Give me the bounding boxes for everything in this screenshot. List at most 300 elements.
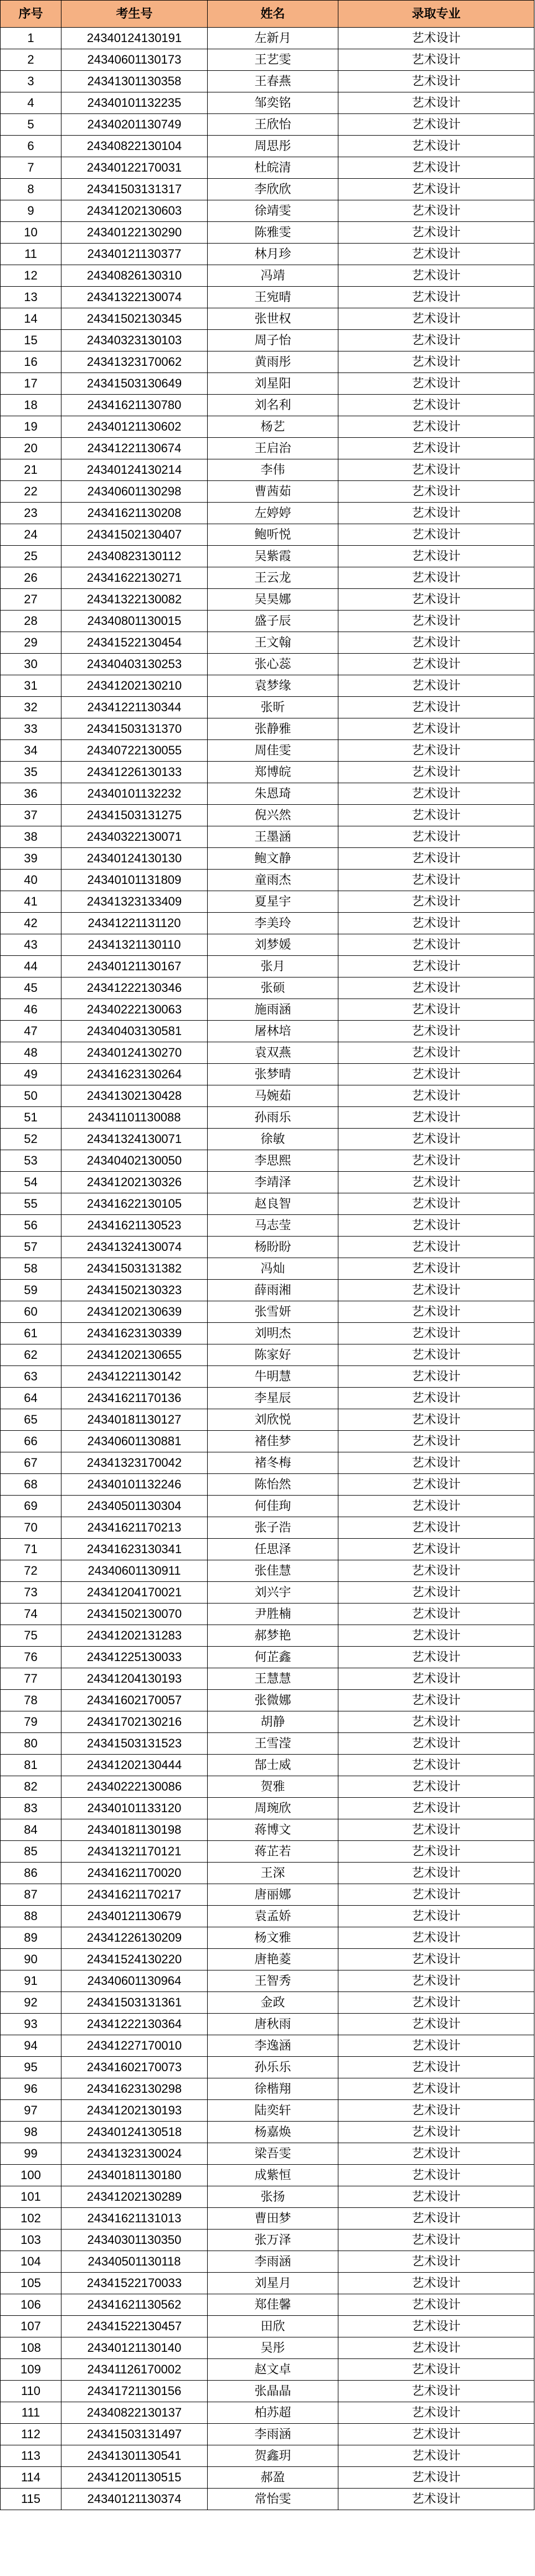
table-row (1, 1517, 534, 1539)
name-cell: 李星辰 (208, 1388, 338, 1409)
candidate-number-cell: 24341226130209 (61, 1927, 208, 1949)
major-cell: 艺术设计 (338, 654, 534, 675)
table-row (1, 200, 534, 222)
table-row (1, 1798, 534, 1819)
major-cell: 艺术设计 (338, 1625, 534, 1647)
serial-number-cell: 15 (1, 330, 61, 351)
name-cell: 杨盼盼 (208, 1237, 338, 1258)
table-row (1, 1150, 534, 1172)
major-cell: 艺术设计 (338, 1064, 534, 1085)
name-cell: 柏苏超 (208, 2402, 338, 2424)
name-cell: 王智秀 (208, 1970, 338, 1992)
major-cell: 艺术设计 (338, 2078, 534, 2100)
name-cell: 褚冬梅 (208, 1452, 338, 1474)
major-cell: 艺术设计 (338, 2165, 534, 2186)
serial-number-cell: 53 (1, 1150, 61, 1172)
major-cell: 艺术设计 (338, 740, 534, 762)
serial-number-cell: 84 (1, 1819, 61, 1841)
table-row (1, 1301, 534, 1323)
name-cell: 周佳雯 (208, 740, 338, 762)
serial-number-cell: 83 (1, 1798, 61, 1819)
table-row (1, 1172, 534, 1193)
major-cell: 艺术设计 (338, 481, 534, 503)
name-cell: 何佳珣 (208, 1496, 338, 1517)
serial-number-cell: 23 (1, 503, 61, 524)
major-cell: 艺术设计 (338, 567, 534, 589)
name-cell: 刘兴宇 (208, 1582, 338, 1603)
candidate-number-cell: 24341503131317 (61, 179, 208, 200)
major-cell: 艺术设计 (338, 999, 534, 1021)
major-cell: 艺术设计 (338, 1409, 534, 1431)
serial-number-cell: 28 (1, 611, 61, 632)
table-row (1, 2424, 534, 2445)
major-cell: 艺术设计 (338, 1085, 534, 1107)
major-cell: 艺术设计 (338, 524, 534, 546)
candidate-number-cell: 24341502130323 (61, 1280, 208, 1301)
candidate-number-cell: 24341621170217 (61, 1884, 208, 1906)
major-cell: 艺术设计 (338, 1474, 534, 1496)
name-cell: 郝盈 (208, 2467, 338, 2489)
table-row (1, 524, 534, 546)
candidate-number-cell: 24340403130253 (61, 654, 208, 675)
header-candidate-number: 考生号 (61, 1, 208, 28)
table-row (1, 2445, 534, 2467)
candidate-number-cell: 24340222130063 (61, 999, 208, 1021)
candidate-number-cell: 24341503131497 (61, 2424, 208, 2445)
candidate-number-cell: 24341202130655 (61, 1344, 208, 1366)
candidate-number-cell: 24341126170002 (61, 2359, 208, 2381)
serial-number-cell: 96 (1, 2078, 61, 2100)
table-row (1, 2014, 534, 2035)
major-cell: 艺术设计 (338, 1711, 534, 1733)
candidate-number-cell: 24341302130428 (61, 1085, 208, 1107)
candidate-number-cell: 24341202130210 (61, 675, 208, 697)
serial-number-cell: 47 (1, 1021, 61, 1042)
candidate-number-cell: 24341227170010 (61, 2035, 208, 2057)
major-cell: 艺术设计 (338, 1927, 534, 1949)
serial-number-cell: 69 (1, 1496, 61, 1517)
candidate-number-cell: 24340601130173 (61, 49, 208, 71)
major-cell: 艺术设计 (338, 589, 534, 611)
major-cell: 艺术设计 (338, 1193, 534, 1215)
major-cell: 艺术设计 (338, 373, 534, 395)
candidate-number-cell: 24340121130140 (61, 2337, 208, 2359)
serial-number-cell: 64 (1, 1388, 61, 1409)
major-cell: 艺术设计 (338, 2467, 534, 2489)
serial-number-cell: 105 (1, 2273, 61, 2294)
candidate-number-cell: 24341222130346 (61, 977, 208, 999)
candidate-number-cell: 24340323130103 (61, 330, 208, 351)
serial-number-cell: 40 (1, 870, 61, 891)
candidate-number-cell: 24340823130112 (61, 546, 208, 567)
table-row (1, 1409, 534, 1431)
table-row (1, 49, 534, 71)
serial-number-cell: 6 (1, 136, 61, 157)
candidate-number-cell: 24340101133120 (61, 1798, 208, 1819)
name-cell: 吴昊娜 (208, 589, 338, 611)
name-cell: 孙乐乐 (208, 2057, 338, 2078)
table-row (1, 1927, 534, 1949)
candidate-number-cell: 24341324130071 (61, 1129, 208, 1150)
serial-number-cell: 56 (1, 1215, 61, 1237)
major-cell: 艺术设计 (338, 632, 534, 654)
table-row (1, 481, 534, 503)
name-cell: 张梦晴 (208, 1064, 338, 1085)
serial-number-cell: 112 (1, 2424, 61, 2445)
table-row (1, 2294, 534, 2316)
candidate-number-cell: 24341202130326 (61, 1172, 208, 1193)
candidate-number-cell: 24341204170021 (61, 1582, 208, 1603)
table-row (1, 2100, 534, 2122)
table-row (1, 265, 534, 287)
serial-number-cell: 37 (1, 805, 61, 826)
major-cell: 艺术设计 (338, 1301, 534, 1323)
major-cell: 艺术设计 (338, 1237, 534, 1258)
serial-number-cell: 42 (1, 913, 61, 934)
name-cell: 张万泽 (208, 2230, 338, 2251)
candidate-number-cell: 24341322130074 (61, 287, 208, 308)
major-cell: 艺术设计 (338, 157, 534, 179)
serial-number-cell: 21 (1, 459, 61, 481)
serial-number-cell: 49 (1, 1064, 61, 1085)
table-row (1, 1496, 534, 1517)
table-row (1, 956, 534, 977)
major-cell: 艺术设计 (338, 28, 534, 49)
major-cell: 艺术设计 (338, 1992, 534, 2014)
major-cell: 艺术设计 (338, 697, 534, 718)
serial-number-cell: 55 (1, 1193, 61, 1215)
major-cell: 艺术设计 (338, 1970, 534, 1992)
candidate-number-cell: 24340124130270 (61, 1042, 208, 1064)
table-row (1, 2186, 534, 2208)
serial-number-cell: 50 (1, 1085, 61, 1107)
candidate-number-cell: 24341623130339 (61, 1323, 208, 1344)
major-cell: 艺术设计 (338, 2186, 534, 2208)
name-cell: 倪兴然 (208, 805, 338, 826)
serial-number-cell: 72 (1, 1560, 61, 1582)
candidate-number-cell: 24341324130074 (61, 1237, 208, 1258)
candidate-number-cell: 24341621170136 (61, 1388, 208, 1409)
table-row (1, 762, 534, 783)
table-row (1, 1776, 534, 1798)
table-row (1, 2122, 534, 2143)
name-cell: 王欣怡 (208, 114, 338, 136)
name-cell: 李雨涵 (208, 2424, 338, 2445)
serial-number-cell: 41 (1, 891, 61, 913)
candidate-number-cell: 24340101132246 (61, 1474, 208, 1496)
serial-number-cell: 34 (1, 740, 61, 762)
candidate-number-cell: 24341101130088 (61, 1107, 208, 1129)
name-cell: 吴紫霞 (208, 546, 338, 567)
major-cell: 艺术设计 (338, 1560, 534, 1582)
table-row (1, 157, 534, 179)
candidate-number-cell: 24341524130220 (61, 1949, 208, 1970)
major-cell: 艺术设计 (338, 200, 534, 222)
serial-number-cell: 115 (1, 2489, 61, 2510)
name-cell: 左婷婷 (208, 503, 338, 524)
name-cell: 徐敏 (208, 1129, 338, 1150)
table-row (1, 589, 534, 611)
major-cell: 艺术设计 (338, 913, 534, 934)
major-cell: 艺术设计 (338, 1388, 534, 1409)
table-row (1, 783, 534, 805)
major-cell: 艺术设计 (338, 1755, 534, 1776)
candidate-number-cell: 24341503131275 (61, 805, 208, 826)
name-cell: 林月珍 (208, 244, 338, 265)
name-cell: 常怡雯 (208, 2489, 338, 2510)
serial-number-cell: 29 (1, 632, 61, 654)
candidate-number-cell: 24340722130055 (61, 740, 208, 762)
serial-number-cell: 33 (1, 718, 61, 740)
candidate-number-cell: 24340122170031 (61, 157, 208, 179)
serial-number-cell: 31 (1, 675, 61, 697)
candidate-number-cell: 24341225130033 (61, 1647, 208, 1668)
candidate-number-cell: 24341301130358 (61, 71, 208, 92)
table-row (1, 1582, 534, 1603)
serial-number-cell: 102 (1, 2208, 61, 2230)
serial-number-cell: 68 (1, 1474, 61, 1496)
table-row (1, 1690, 534, 1711)
major-cell: 艺术设计 (338, 1042, 534, 1064)
major-cell: 艺术设计 (338, 2402, 534, 2424)
table-row (1, 1237, 534, 1258)
serial-number-cell: 11 (1, 244, 61, 265)
serial-number-cell: 73 (1, 1582, 61, 1603)
name-cell: 刘星阳 (208, 373, 338, 395)
candidate-number-cell: 24340501130304 (61, 1496, 208, 1517)
candidate-number-cell: 24340124130518 (61, 2122, 208, 2143)
major-cell: 艺术设计 (338, 1690, 534, 1711)
major-cell: 艺术设计 (338, 330, 534, 351)
name-cell: 王文翰 (208, 632, 338, 654)
name-cell: 郑佳馨 (208, 2294, 338, 2316)
name-cell: 王深 (208, 1863, 338, 1884)
table-row (1, 718, 534, 740)
name-cell: 徐楷翔 (208, 2078, 338, 2100)
candidate-number-cell: 24340601130911 (61, 1560, 208, 1582)
serial-number-cell: 71 (1, 1539, 61, 1560)
major-cell: 艺术设计 (338, 416, 534, 438)
serial-number-cell: 60 (1, 1301, 61, 1323)
major-cell: 艺术设计 (338, 611, 534, 632)
table-row (1, 1366, 534, 1388)
major-cell: 艺术设计 (338, 2057, 534, 2078)
serial-number-cell: 81 (1, 1755, 61, 1776)
table-row (1, 2467, 534, 2489)
table-row (1, 1431, 534, 1452)
serial-number-cell: 9 (1, 200, 61, 222)
major-cell: 艺术设计 (338, 2014, 534, 2035)
table-row (1, 675, 534, 697)
candidate-number-cell: 24340121130679 (61, 1906, 208, 1927)
candidate-number-cell: 24341503131370 (61, 718, 208, 740)
major-cell: 艺术设计 (338, 977, 534, 999)
table-row (1, 654, 534, 675)
name-cell: 夏星宇 (208, 891, 338, 913)
name-cell: 任思泽 (208, 1539, 338, 1560)
table-row (1, 308, 534, 330)
name-cell: 周子怡 (208, 330, 338, 351)
name-cell: 李思熙 (208, 1150, 338, 1172)
major-cell: 艺术设计 (338, 1776, 534, 1798)
name-cell: 牛明慧 (208, 1366, 338, 1388)
major-cell: 艺术设计 (338, 1819, 534, 1841)
major-cell: 艺术设计 (338, 2445, 534, 2467)
candidate-number-cell: 24341226130133 (61, 762, 208, 783)
name-cell: 鲍听悦 (208, 524, 338, 546)
name-cell: 张佳慧 (208, 1560, 338, 1582)
major-cell: 艺术设计 (338, 1841, 534, 1863)
serial-number-cell: 63 (1, 1366, 61, 1388)
serial-number-cell: 38 (1, 826, 61, 848)
name-cell: 黄雨彤 (208, 351, 338, 373)
serial-number-cell: 43 (1, 934, 61, 956)
serial-number-cell: 62 (1, 1344, 61, 1366)
candidate-number-cell: 24341323133409 (61, 891, 208, 913)
major-cell: 艺术设计 (338, 1668, 534, 1690)
name-cell: 张雪妍 (208, 1301, 338, 1323)
table-row (1, 2143, 534, 2165)
major-cell: 艺术设计 (338, 287, 534, 308)
candidate-number-cell: 24341621130208 (61, 503, 208, 524)
name-cell: 李雨涵 (208, 2251, 338, 2273)
table-row (1, 244, 534, 265)
candidate-number-cell: 24340121130167 (61, 956, 208, 977)
candidate-number-cell: 24341222130364 (61, 2014, 208, 2035)
table-row (1, 1819, 534, 1841)
name-cell: 王艺雯 (208, 49, 338, 71)
table-row (1, 287, 534, 308)
table-row (1, 1949, 534, 1970)
serial-number-cell: 65 (1, 1409, 61, 1431)
name-cell: 郑博皖 (208, 762, 338, 783)
name-cell: 杨嘉焕 (208, 2122, 338, 2143)
name-cell: 何芷鑫 (208, 1647, 338, 1668)
serial-number-cell: 113 (1, 2445, 61, 2467)
serial-number-cell: 12 (1, 265, 61, 287)
candidate-number-cell: 24341321170121 (61, 1841, 208, 1863)
serial-number-cell: 14 (1, 308, 61, 330)
major-cell: 艺术设计 (338, 1733, 534, 1755)
major-cell: 艺术设计 (338, 1215, 534, 1237)
candidate-number-cell: 24341522130457 (61, 2316, 208, 2337)
name-cell: 刘明杰 (208, 1323, 338, 1344)
serial-number-cell: 91 (1, 1970, 61, 1992)
serial-number-cell: 52 (1, 1129, 61, 1150)
name-cell: 郜士威 (208, 1755, 338, 1776)
candidate-number-cell: 24341503130649 (61, 373, 208, 395)
major-cell: 艺术设计 (338, 934, 534, 956)
candidate-number-cell: 24340826130310 (61, 265, 208, 287)
table-row (1, 92, 534, 114)
name-cell: 张子浩 (208, 1517, 338, 1539)
major-cell: 艺术设计 (338, 395, 534, 416)
name-cell: 张微娜 (208, 1690, 338, 1711)
name-cell: 尹胜楠 (208, 1603, 338, 1625)
name-cell: 杜皖清 (208, 157, 338, 179)
table-row (1, 459, 534, 481)
table-row (1, 1388, 534, 1409)
name-cell: 金政 (208, 1992, 338, 2014)
candidate-number-cell: 24341323130024 (61, 2143, 208, 2165)
table-row (1, 114, 534, 136)
table-row (1, 2381, 534, 2402)
candidate-number-cell: 24340124130191 (61, 28, 208, 49)
candidate-number-cell: 24341202130603 (61, 200, 208, 222)
name-cell: 王宛晴 (208, 287, 338, 308)
candidate-number-cell: 24340222130086 (61, 1776, 208, 1798)
serial-number-cell: 97 (1, 2100, 61, 2122)
candidate-number-cell: 24341202130639 (61, 1301, 208, 1323)
major-cell: 艺术设计 (338, 675, 534, 697)
name-cell: 张晶晶 (208, 2381, 338, 2402)
name-cell: 张月 (208, 956, 338, 977)
major-cell: 艺术设计 (338, 1107, 534, 1129)
table-row (1, 2402, 534, 2424)
table-row (1, 1452, 534, 1474)
serial-number-cell: 13 (1, 287, 61, 308)
name-cell: 左新月 (208, 28, 338, 49)
candidate-number-cell: 24341502130070 (61, 1603, 208, 1625)
table-row (1, 1733, 534, 1755)
table-row (1, 999, 534, 1021)
table-row (1, 330, 534, 351)
serial-number-cell: 76 (1, 1647, 61, 1668)
candidate-number-cell: 24340601130964 (61, 1970, 208, 1992)
table-row (1, 697, 534, 718)
name-cell: 张心蕊 (208, 654, 338, 675)
header-name: 姓名 (208, 1, 338, 28)
name-cell: 马志莹 (208, 1215, 338, 1237)
serial-number-cell: 99 (1, 2143, 61, 2165)
table-row (1, 1863, 534, 1884)
major-cell: 艺术设计 (338, 1539, 534, 1560)
serial-number-cell: 79 (1, 1711, 61, 1733)
serial-number-cell: 1 (1, 28, 61, 49)
serial-number-cell: 101 (1, 2186, 61, 2208)
serial-number-cell: 90 (1, 1949, 61, 1970)
major-cell: 艺术设计 (338, 1129, 534, 1150)
candidate-number-cell: 24341503131523 (61, 1733, 208, 1755)
table-row (1, 2273, 534, 2294)
candidate-number-cell: 24340121130602 (61, 416, 208, 438)
name-cell: 曹田梦 (208, 2208, 338, 2230)
major-cell: 艺术设计 (338, 870, 534, 891)
table-row (1, 913, 534, 934)
serial-number-cell: 16 (1, 351, 61, 373)
name-cell: 刘欣悦 (208, 1409, 338, 1431)
table-row (1, 222, 534, 244)
table-row (1, 870, 534, 891)
candidate-number-cell: 24341204130193 (61, 1668, 208, 1690)
major-cell: 艺术设计 (338, 2424, 534, 2445)
name-cell: 梁吾雯 (208, 2143, 338, 2165)
serial-number-cell: 36 (1, 783, 61, 805)
candidate-number-cell: 24341621130523 (61, 1215, 208, 1237)
table-row (1, 1107, 534, 1129)
serial-number-cell: 107 (1, 2316, 61, 2337)
name-cell: 吴彤 (208, 2337, 338, 2359)
major-cell: 艺术设计 (338, 438, 534, 459)
major-cell: 艺术设计 (338, 1496, 534, 1517)
major-cell: 艺术设计 (338, 503, 534, 524)
serial-number-cell: 35 (1, 762, 61, 783)
table-row (1, 1129, 534, 1150)
name-cell: 成紫恒 (208, 2165, 338, 2186)
serial-number-cell: 103 (1, 2230, 61, 2251)
candidate-number-cell: 24340301130350 (61, 2230, 208, 2251)
candidate-number-cell: 24341221130344 (61, 697, 208, 718)
